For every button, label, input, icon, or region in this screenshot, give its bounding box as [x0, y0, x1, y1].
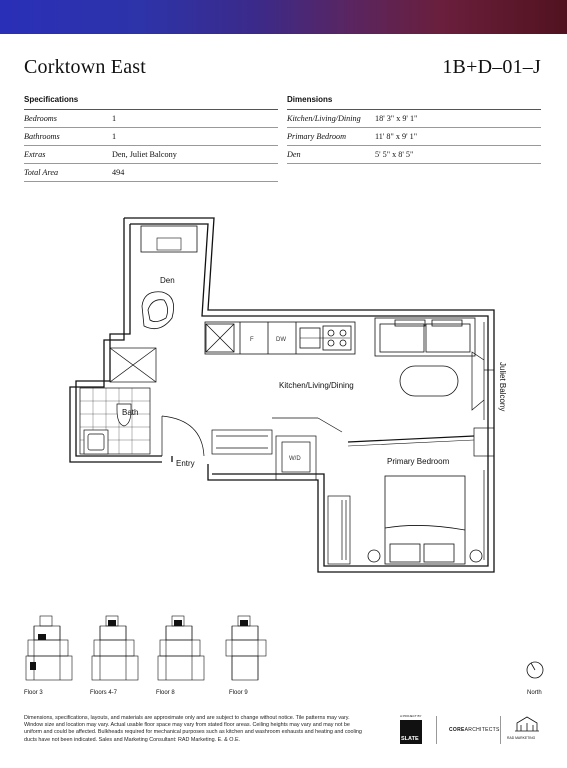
- specifications-heading: Specifications: [24, 93, 278, 110]
- spec-value: Den, Juliet Balcony: [112, 150, 177, 159]
- room-labels: [122, 276, 507, 468]
- bed: [368, 476, 482, 564]
- key-plan-floor-9: [222, 614, 274, 684]
- room-label-entry: Entry: [176, 459, 195, 468]
- spec-value: 494: [112, 168, 125, 177]
- north-label: North: [527, 690, 542, 696]
- key-plan-label: Floor 3: [24, 690, 43, 696]
- spec-label: Bedrooms: [24, 114, 57, 123]
- spec-label: Bathrooms: [24, 132, 60, 141]
- slate-caption: A PROJECT BY: [400, 714, 422, 718]
- logo-divider: [500, 716, 501, 744]
- project-name: Corktown East: [24, 56, 147, 78]
- north-arrow-icon: [525, 660, 545, 680]
- disclaimer-text: Dimensions, specifications, layouts, and materials are approximate only and are subject to change without notice. Tile patterns may vary. Window size and location may vary. Actual usable floor space may vary from stated floor areas. Ceiling heights may vary and may not be uniform and could be affected. Bulkheads required for mechanical purposes such as kitchen and washroom exhausts and heating and cooling ducts have not been indicated. Sales and Marketing Consultant: RAD Marketing. E. & O.E.: [24, 715, 362, 743]
- room-label-primary-bedroom: Primary Bedroom: [387, 457, 450, 466]
- closet-laundry: [212, 418, 342, 480]
- key-plan-floor-3: [24, 614, 76, 684]
- dimension-value: 5' 5" x 8' 5": [375, 150, 414, 159]
- room-label-den: Den: [160, 276, 175, 285]
- entry-door-swing: [162, 416, 204, 456]
- den-desk: [141, 226, 197, 252]
- key-plan-label: Floor 8: [156, 690, 175, 696]
- core-logo-bold: CORE: [449, 727, 465, 733]
- dishwasher-label: DW: [276, 337, 286, 343]
- spec-value: 1: [112, 132, 117, 141]
- dimension-value: 18' 3" x 9' 1": [375, 114, 418, 123]
- dimension-label: Kitchen/Living/Dining: [287, 114, 361, 123]
- logo-divider: [436, 716, 437, 744]
- dimension-value: 11' 8" x 9' 1": [375, 132, 418, 141]
- den-chair: [142, 292, 174, 329]
- dimension-label: Den: [287, 150, 301, 159]
- key-plan-label: Floors 4-7: [90, 690, 118, 696]
- key-plan-floor-8: [156, 614, 208, 684]
- spec-label: Extras: [24, 150, 46, 159]
- sofa: [375, 318, 475, 356]
- key-plan-floors-4-7: [90, 614, 142, 684]
- dimension-label: Primary Bedroom: [287, 132, 347, 141]
- room-label-bath: Bath: [122, 408, 139, 417]
- rad-marketing-logo-text: RAD MARKETING: [507, 736, 536, 740]
- bath-room: [80, 348, 156, 454]
- washer-dryer-label: W/D: [289, 456, 301, 462]
- core-logo-rest: ARCHITECTS: [464, 727, 500, 733]
- rad-marketing-logo-icon: [509, 715, 545, 733]
- dining-table: [400, 366, 458, 396]
- bedroom-closet: [328, 496, 350, 564]
- spec-label: Total Area: [24, 168, 59, 177]
- fridge-label: F: [250, 337, 254, 343]
- exterior-walls: [70, 218, 494, 572]
- dimensions-heading: Dimensions: [287, 93, 541, 110]
- slate-logo-text: SLATE: [401, 736, 419, 742]
- room-label-juliet-balcony: Juliet Balcony: [498, 362, 507, 412]
- core-architects-logo: [449, 727, 500, 733]
- room-label-kitchen-living-dining: Kitchen/Living/Dining: [279, 381, 354, 390]
- unit-code: 1B+D–01–J: [442, 56, 541, 78]
- key-plan-label: Floor 9: [229, 690, 248, 696]
- spec-value: 1: [112, 114, 117, 123]
